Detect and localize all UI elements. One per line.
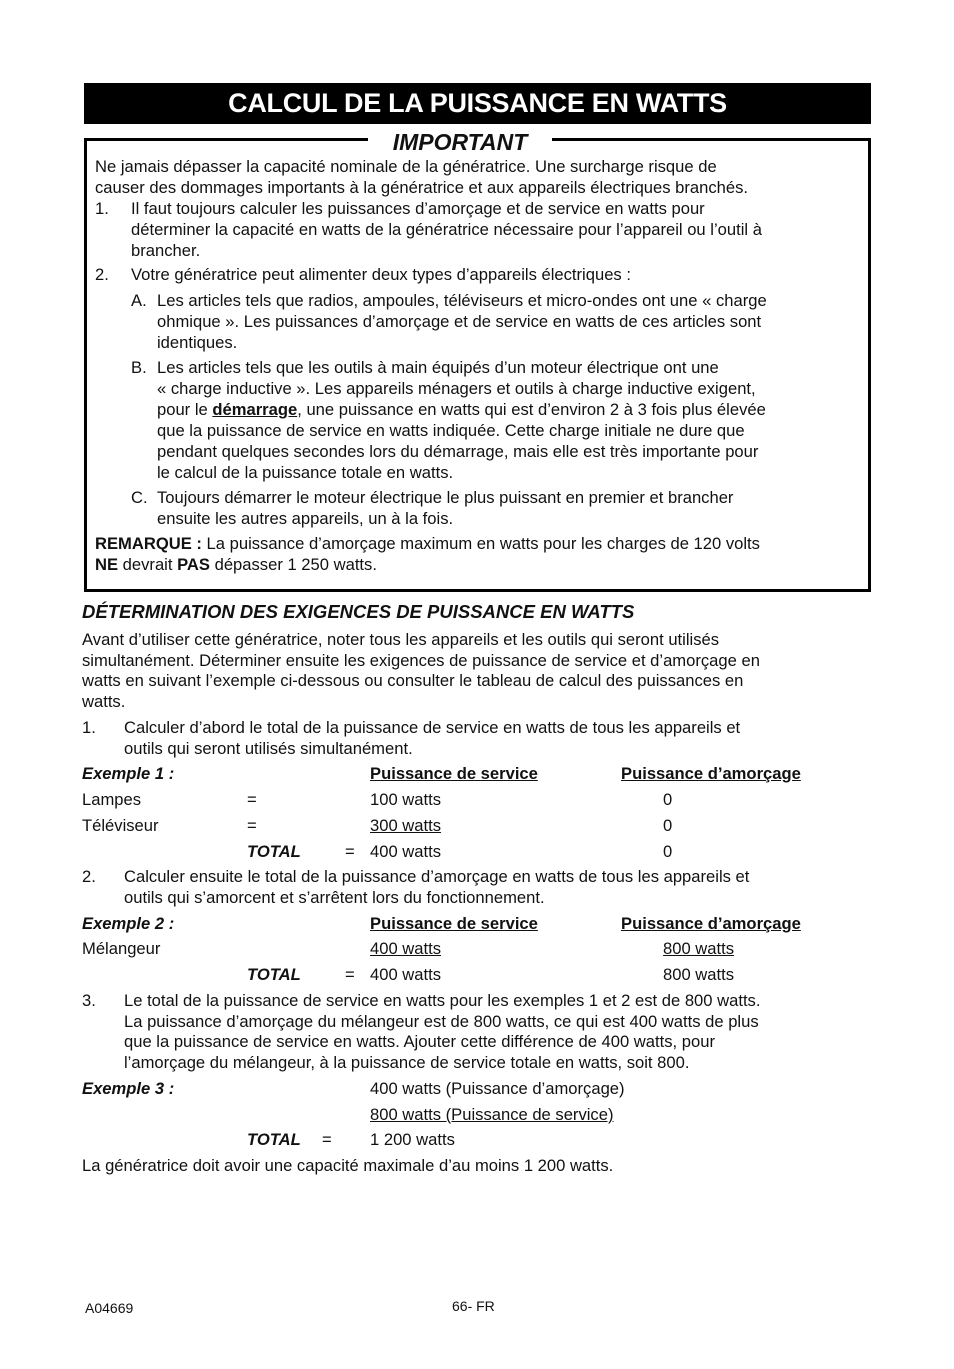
step3-number: 3. <box>82 991 96 1010</box>
example2-col-start: Puissance d’amorçage <box>621 914 801 933</box>
important-heading: IMPORTANT <box>368 128 552 156</box>
example1-total-service: 400 watts <box>370 842 442 861</box>
page-number: 66- FR <box>452 1298 495 1314</box>
example3-total-label: TOTAL <box>247 1130 301 1149</box>
demarrage-emphasis: démarrage <box>212 400 298 419</box>
step3-line-1: Le total de la puissance de service en watts pour les exemples 1 et 2 est de 800 watts. <box>124 991 761 1010</box>
example2-total-service: 400 watts <box>370 965 442 984</box>
remarque-text-2: devrait <box>118 555 178 574</box>
sub-c-line-1: Toujours démarrer le moteur électrique le plus puissant en premier et brancher <box>157 488 734 507</box>
document-code: A04669 <box>85 1300 134 1316</box>
item1-line-1: Il faut toujours calculer les puissances d’amorçage et de service en watts pour <box>131 199 705 218</box>
step2-number: 2. <box>82 867 96 886</box>
example3-line-1: 400 watts (Puissance d’amorçage) <box>370 1079 625 1098</box>
example2-row-name: Mélangeur <box>82 939 161 958</box>
example1-row1-name: Lampes <box>82 790 142 809</box>
example2-total-eq: = <box>345 965 355 984</box>
step3-line-3: que la puissance de service en watts. Ajouter cette différence de 400 watts, pour <box>124 1032 715 1051</box>
example1-row1-eq: = <box>247 790 257 809</box>
sub-b-letter: B. <box>131 358 147 377</box>
example3-total-eq: = <box>322 1130 332 1149</box>
remarque-text-1: La puissance d’amorçage maximum en watts pour les charges de 120 volts <box>201 534 760 553</box>
example1-row1-service: 100 watts <box>370 790 442 809</box>
section-intro-1: Avant d’utiliser cette génératrice, noter tous les appareils et les outils qui seront utilisés <box>82 630 720 649</box>
example1-total-eq: = <box>345 842 355 861</box>
example1-row1-start: 0 <box>663 790 673 809</box>
step3-line-2: La puissance d’amorçage du mélangeur est de 800 watts, ce qui est 400 watts de plus <box>124 1012 759 1031</box>
sub-b-line-4: que la puissance de service en watts indiquée. Cette charge initiale ne dure que <box>157 421 745 440</box>
example1-row2-service: 300 watts <box>370 816 442 835</box>
sub-b-line-3 <box>157 400 766 421</box>
example2-label: Exemple 2 : <box>82 914 175 933</box>
section-heading: DÉTERMINATION DES EXIGENCES DE PUISSANCE EN WATTS <box>82 601 635 622</box>
remarque-label: REMARQUE : <box>95 534 202 553</box>
example2-row-service: 400 watts <box>370 939 442 958</box>
page-title: CALCUL DE LA PUISSANCE EN WATTS <box>84 83 871 124</box>
example2-col-service: Puissance de service <box>370 914 538 933</box>
item1-number: 1. <box>95 199 109 218</box>
step1-line-1: Calculer d’abord le total de la puissance de service en watts de tous les appareils et <box>124 718 741 737</box>
step3-line-4: l’amorçage du mélangeur, à la puissance de service totale en watts, soit 800. <box>124 1053 690 1072</box>
example1-row2-start: 0 <box>663 816 673 835</box>
example1-col-start: Puissance d’amorçage <box>621 764 801 783</box>
step2-line-2: outils qui s’amorcent et s’arrêtent lors du fonctionnement. <box>124 888 545 907</box>
step1-number: 1. <box>82 718 96 737</box>
sub-b-line-3-post: , une puissance en watts qui est d’environ 2 à 3 fois plus élevée <box>297 400 766 419</box>
example3-line-2: 800 watts (Puissance de service) <box>370 1105 614 1124</box>
remarque-ne: NE <box>95 555 119 574</box>
important-intro-1: Ne jamais dépasser la capacité nominale de la génératrice. Une surcharge risque de <box>95 157 717 176</box>
item1-line-2: déterminer la capacité en watts de la génératrice nécessaire pour l’appareil ou l’outil à <box>131 220 762 239</box>
sub-b-line-3-pre: pour le <box>157 400 213 419</box>
remarque-line-2 <box>95 555 377 576</box>
remarque-text-3: dépasser 1 250 watts. <box>209 555 377 574</box>
sub-b-line-6: le calcul de la puissance totale en watts. <box>157 463 454 482</box>
example2-row-start: 800 watts <box>663 939 735 958</box>
example2-total-start: 800 watts <box>663 965 735 984</box>
sub-a-line-3: identiques. <box>157 333 238 352</box>
remarque-pas: PAS <box>177 555 210 574</box>
section-intro-2: simultanément. Déterminer ensuite les exigences de puissance de service et d’amorçage en <box>82 651 760 670</box>
step1-line-2: outils qui seront utilisés simultanément. <box>124 739 413 758</box>
sub-a-letter: A. <box>131 291 147 310</box>
sub-b-line-5: pendant quelques secondes lors du démarrage, mais elle est très importante pour <box>157 442 759 461</box>
example2-total-label: TOTAL <box>247 965 301 984</box>
item2-number: 2. <box>95 265 109 284</box>
sub-a-line-1: Les articles tels que radios, ampoules, téléviseurs et micro-ondes ont une « charge <box>157 291 767 310</box>
item1-line-3: brancher. <box>131 241 201 260</box>
sub-c-letter: C. <box>131 488 148 507</box>
example1-row2-eq: = <box>247 816 257 835</box>
sub-b-line-1: Les articles tels que les outils à main équipés d’un moteur électrique ont une <box>157 358 719 377</box>
example1-total-label: TOTAL <box>247 842 301 861</box>
step2-line-1: Calculer ensuite le total de la puissance d’amorçage en watts de tous les appareils et <box>124 867 750 886</box>
conclusion: La génératrice doit avoir une capacité maximale d’au moins 1 200 watts. <box>82 1156 614 1175</box>
example3-total-value: 1 200 watts <box>370 1130 455 1149</box>
example1-row2-name: Téléviseur <box>82 816 159 835</box>
remarque-line-1 <box>95 534 760 555</box>
example1-total-start: 0 <box>663 842 673 861</box>
sub-c-line-2: ensuite les autres appareils, un à la fois. <box>157 509 454 528</box>
example1-col-service: Puissance de service <box>370 764 538 783</box>
sub-b-line-2: « charge inductive ». Les appareils ménagers et outils à charge inductive exigent, <box>157 379 756 398</box>
section-intro-3: watts en suivant l’exemple ci-dessous ou consulter le tableau de calcul des puissances en <box>82 671 744 690</box>
sub-a-line-2: ohmique ». Les puissances d’amorçage et de service en watts de ces articles sont <box>157 312 762 331</box>
important-intro-2: causer des dommages importants à la génératrice et aux appareils électriques branchés. <box>95 178 749 197</box>
example1-label: Exemple 1 : <box>82 764 175 783</box>
item2-text: Votre génératrice peut alimenter deux types d’appareils électriques : <box>131 265 631 284</box>
example3-label: Exemple 3 : <box>82 1079 175 1098</box>
section-intro-4: watts. <box>82 692 126 711</box>
